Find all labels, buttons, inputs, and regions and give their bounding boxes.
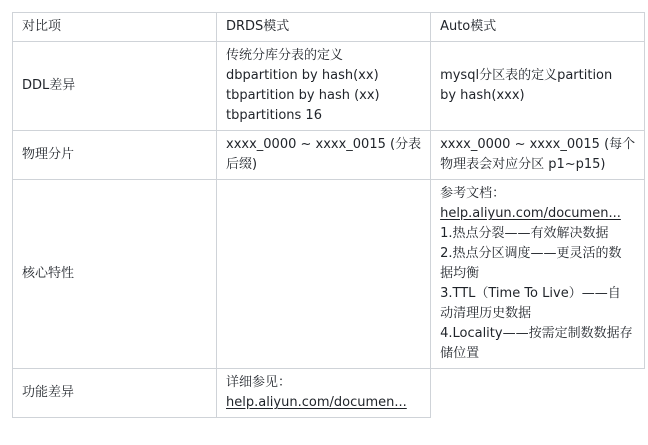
header-drds-mode: DRDS模式 xyxy=(217,13,431,42)
table-row-physical-shard xyxy=(13,131,645,180)
feature-item: 储位置 xyxy=(440,346,480,361)
feature-item: 据均衡 xyxy=(440,266,480,281)
feature-item: 1.热点分裂——有效解决数据 xyxy=(440,226,609,241)
details-doc-link[interactable]: help.aliyun.com/documen... xyxy=(226,395,407,410)
cell-ddl-drds xyxy=(217,42,431,131)
feature-item: 2.热点分区调度——更灵活的数 xyxy=(440,246,622,261)
cell-line: tbpartition by hash (xx) xyxy=(226,88,380,103)
cell-line: dbpartition by hash(xx) xyxy=(226,68,379,83)
row-label-physical-shard: 物理分片 xyxy=(13,131,217,180)
reference-doc-label: 参考文档： xyxy=(440,186,506,201)
feature-item: 4.Locality——按需定制数数据存 xyxy=(440,326,633,341)
cell-line: xxxx_0000 ~ xxxx_0015 (每个 xyxy=(440,137,636,152)
cell-line: by hash(xxx) xyxy=(440,88,525,103)
cell-features-drds xyxy=(217,180,431,369)
feature-item: 3.TTL（Time To Live）——自 xyxy=(440,286,621,301)
cell-functional-drds xyxy=(217,369,431,418)
header-row xyxy=(13,13,645,42)
cell-line: mysql分区表的定义partition xyxy=(440,68,613,83)
table-row-ddl xyxy=(13,42,645,131)
cell-functional-auto-empty xyxy=(431,369,645,418)
row-label-core-features: 核心特性 xyxy=(13,180,217,369)
cell-ddl-auto xyxy=(431,42,645,131)
feature-item: 动清理历史数据 xyxy=(440,306,532,321)
comparison-table xyxy=(12,12,645,418)
cell-line: 后缀) xyxy=(226,157,258,172)
table-row-core-features xyxy=(13,180,645,369)
row-label-ddl: DDL差异 xyxy=(13,42,217,131)
cell-line: 物理表会对应分区 p1~p15) xyxy=(440,157,606,172)
details-label: 详细参见： xyxy=(226,375,292,390)
comparison-table-wrapper xyxy=(12,12,645,418)
reference-doc-link[interactable]: help.aliyun.com/documen... xyxy=(440,206,621,221)
table-row-functional-diff xyxy=(13,369,645,418)
cell-line: 传统分库分表的定义 xyxy=(226,48,344,63)
cell-shard-drds xyxy=(217,131,431,180)
cell-shard-auto xyxy=(431,131,645,180)
header-compare-item: 对比项 xyxy=(13,13,217,42)
cell-line: xxxx_0000 ~ xxxx_0015 (分表 xyxy=(226,137,422,152)
header-auto-mode: Auto模式 xyxy=(431,13,645,42)
row-label-functional-diff: 功能差异 xyxy=(13,369,217,418)
cell-features-auto xyxy=(431,180,645,369)
cell-line: tbpartitions 16 xyxy=(226,108,322,123)
